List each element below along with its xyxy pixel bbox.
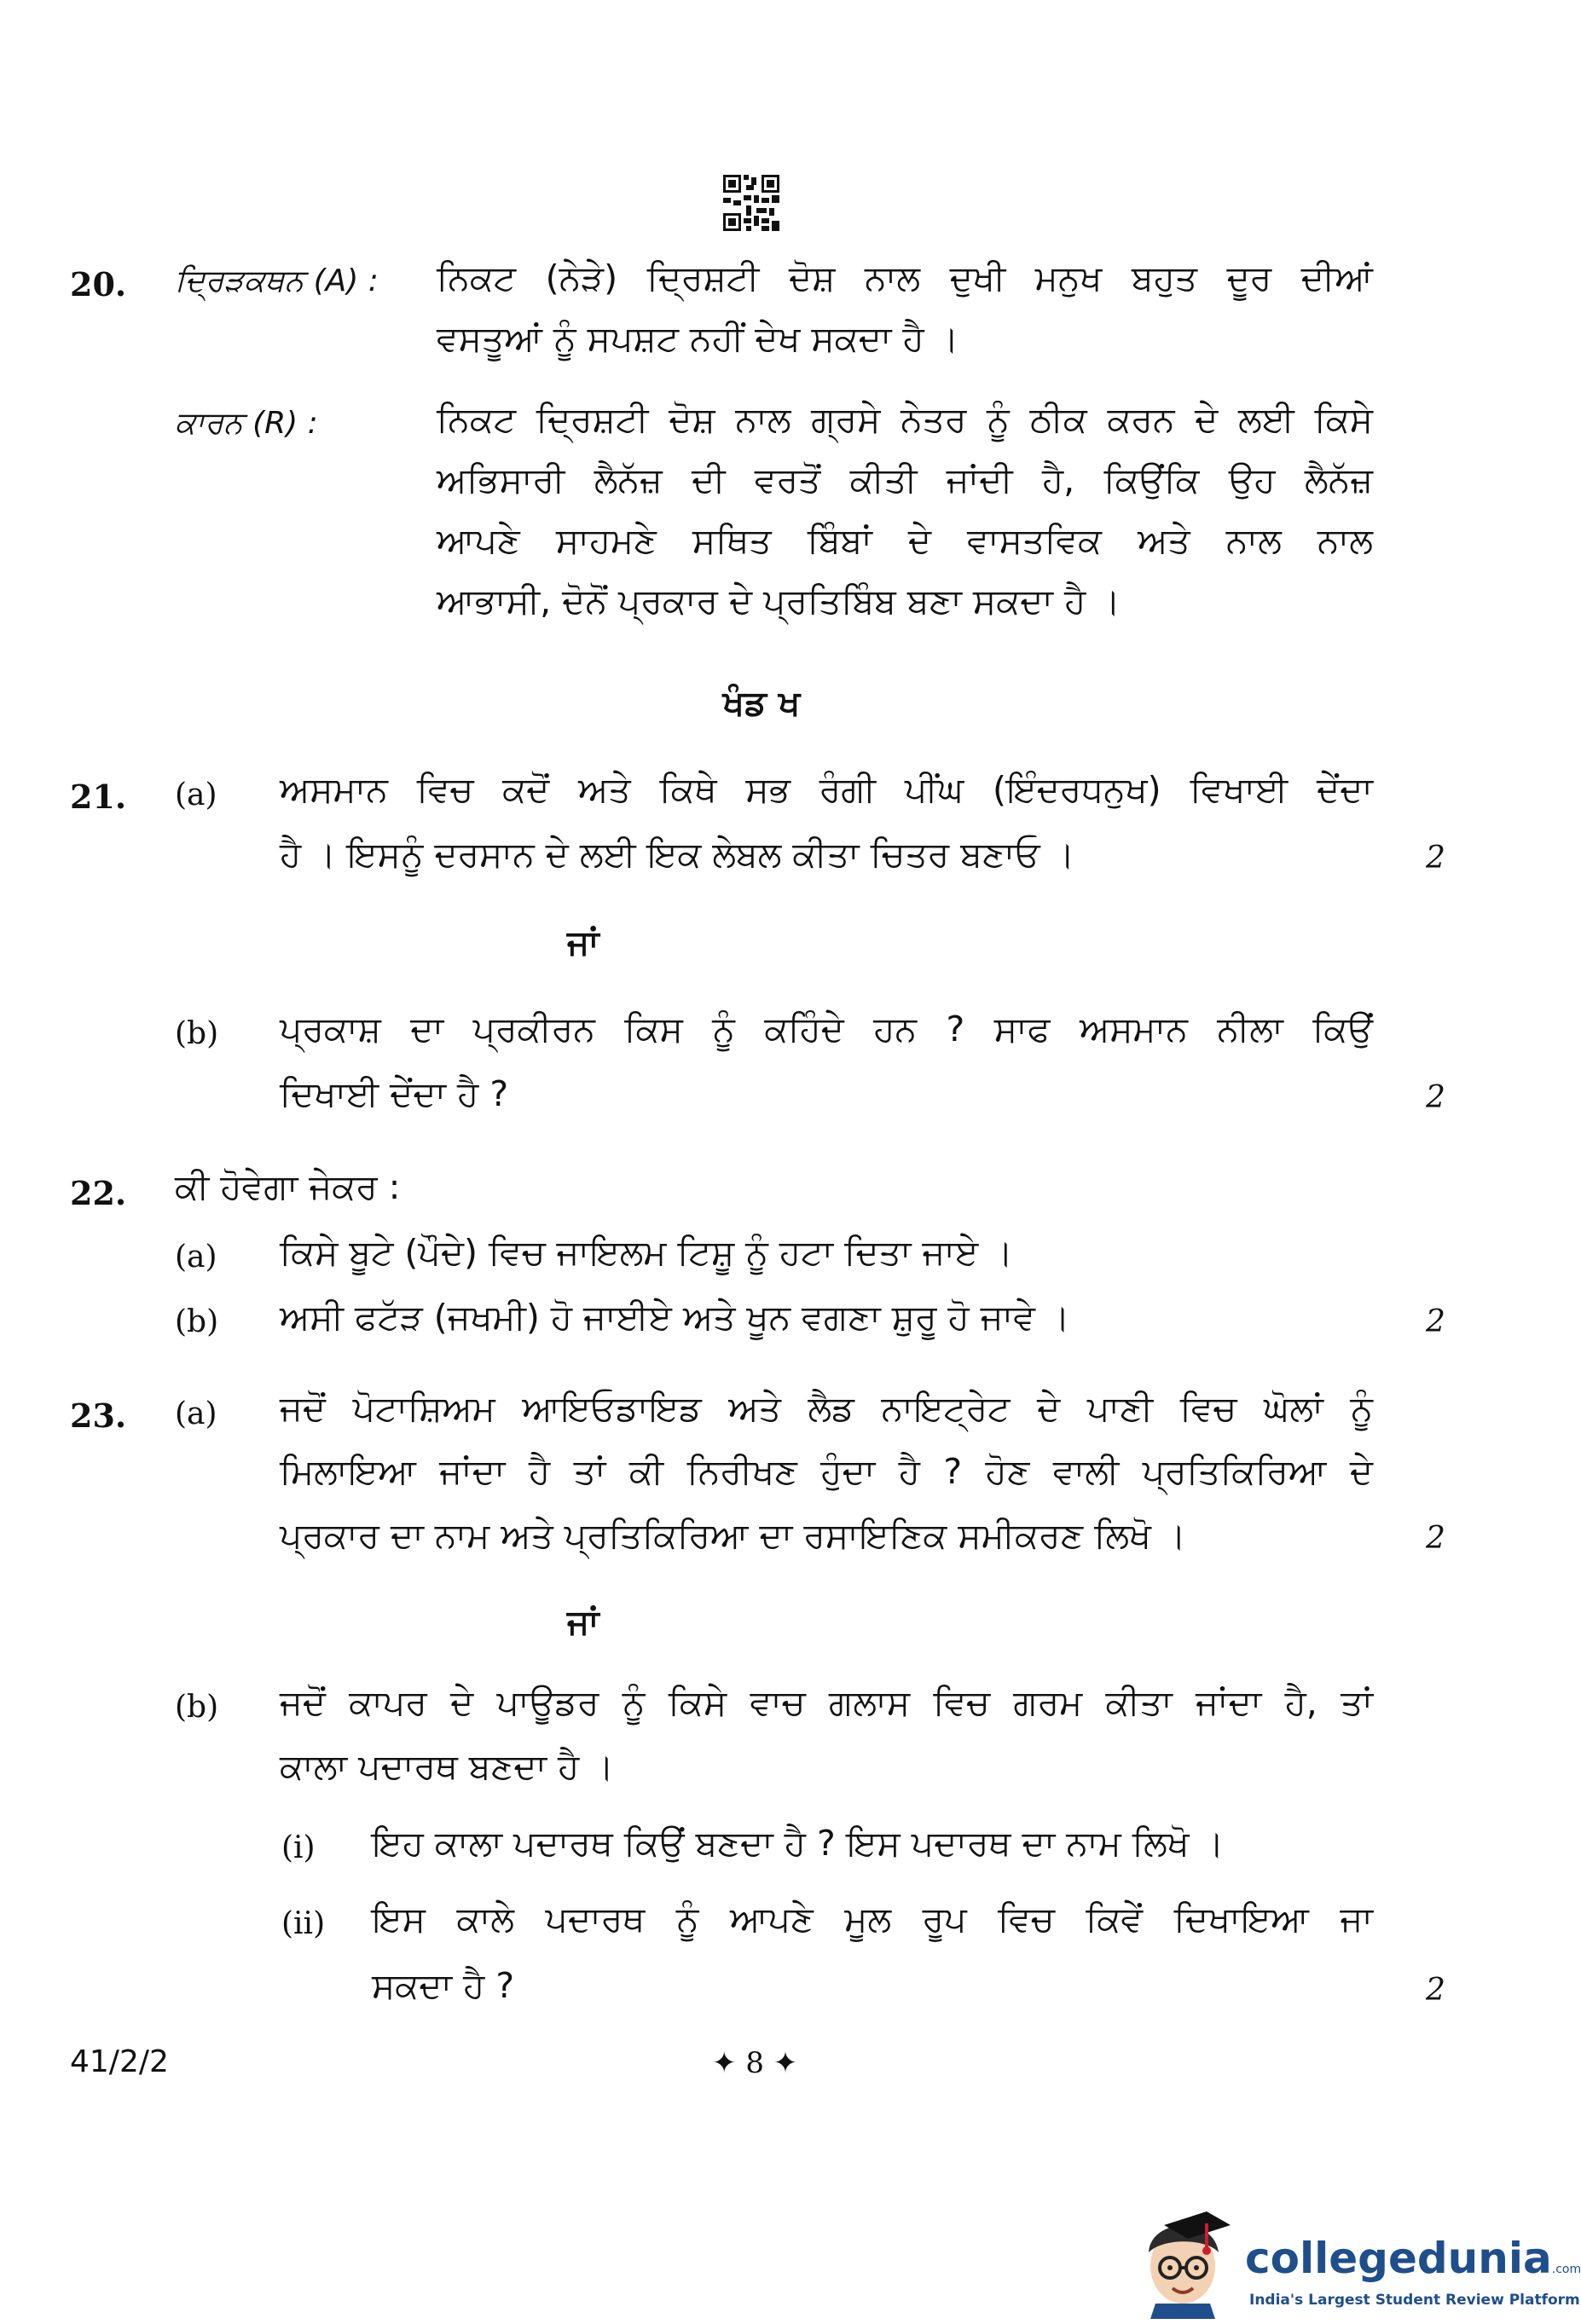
q21-a-label: (a) xyxy=(175,778,217,812)
question-number-23: 23. xyxy=(70,1396,127,1435)
section-heading: ਖੰਡ ਖ xyxy=(722,684,801,723)
page-ornament-right-icon: ✦ xyxy=(773,2046,798,2080)
q23-or: ਜਾਂ xyxy=(567,1603,599,1642)
q23-a-marks: 2 xyxy=(1426,1521,1445,1556)
question-number-22: 22. xyxy=(70,1174,127,1212)
reason-line-4: ਆਭਾਸੀ, ਦੋਨੋਂ ਪ੍ਰਕਾਰ ਦੇ ਪ੍ਰਤਿਬਿੰਬ ਬਣਾ ਸਕਦਾ ਹੈ । xyxy=(437,581,1121,621)
qr-code-graphic xyxy=(723,175,779,231)
q23-b-line-2: ਕਾਲਾ ਪਦਾਰਥ ਬਣਦਾ ਹੈ । xyxy=(280,1746,614,1787)
q21-a-marks: 2 xyxy=(1426,841,1445,876)
q21-b-label: (b) xyxy=(175,1016,219,1051)
assertion-line-1: ਨਿਕਟ (ਨੇੜੇ) ਦ੍ਰਿਸ਼ਟੀ ਦੋਸ਼ ਨਾਲ ਦੁਖੀ ਮਨੁਖ ਬਹੁਤ ਦੂਰ ਦੀਆਂ xyxy=(437,257,1373,298)
q23-i-label: (i) xyxy=(281,1830,316,1865)
collegedunia-watermark xyxy=(1130,2200,1581,2319)
q23-ii-line-2: ਸਕਦਾ ਹੈ ? xyxy=(372,1965,515,2006)
q23-i-text: ਇਹ ਕਾਲਾ ਪਦਾਰਥ ਕਿਉਂ ਬਣਦਾ ਹੈ ? ਇਸ ਪਦਾਰਥ ਦਾ ਨਾਮ ਲਿਖੋ । xyxy=(372,1823,1225,1864)
paper-code: 41/2/2 xyxy=(70,2044,169,2079)
q23-ii-line-1: ਇਸ ਕਾਲੇ ਪਦਾਰਥ ਨੂੰ ਆਪਣੇ ਮੂਲ ਰੂਪ ਵਿਚ ਕਿਵੇਂ ਦਿਖਾਇਆ ਜਾ xyxy=(372,1899,1373,1940)
q22-b-label: (b) xyxy=(175,1304,219,1339)
q23-a-label: (a) xyxy=(175,1396,217,1431)
assertion-label: ਦ੍ਰਿੜਕਥਨ (A) : xyxy=(175,263,379,298)
q23-b-line-1: ਜਦੋਂ ਕਾਪਰ ਦੇ ਪਾਊਡਰ ਨੂੰ ਕਿਸੇ ਵਾਚ ਗਲਾਸ ਵਿਚ ਗਰਮ ਕੀਤਾ ਜਾਂਦਾ ਹੈ, ਤਾਂ xyxy=(280,1682,1373,1723)
reason-label: ਕਾਰਨ (R) : xyxy=(175,406,318,441)
q23-ii-label: (ii) xyxy=(281,1906,326,1941)
q23-a-line-1: ਜਦੋਂ ਪੋਟਾਸ਼ਿਅਮ ਆਇਓਡਾਇਡ ਅਤੇ ਲੈਡ ਨਾਇਟ੍ਰੇਟ ਦੇ ਪਾਣੀ ਵਿਚ ਘੋਲਾਂ ਨੂੰ xyxy=(280,1388,1373,1429)
q21-b-marks: 2 xyxy=(1426,1080,1445,1115)
q21-b-line-1: ਪ੍ਰਕਾਸ਼ ਦਾ ਪ੍ਰਕੀਰਨ ਕਿਸ ਨੂੰ ਕਹਿੰਦੇ ਹਨ ? ਸਾਫ ਅਸਮਾਨ ਨੀਲਾ ਕਿਉਂ xyxy=(280,1009,1373,1049)
brand-suffix: .com xyxy=(1551,2263,1581,2276)
q23-a-line-2: ਮਿਲਾਇਆ ਜਾਂਦਾ ਹੈ ਤਾਂ ਕੀ ਨਿਰੀਖਣ ਹੁੰਦਾ ਹੈ ? ਹੋਣ ਵਾਲੀ ਪ੍ਰਤਿਕਿਰਿਆ ਦੇ xyxy=(280,1451,1373,1492)
q22-stem: ਕੀ ਹੋਵੇਗਾ ਜੇਕਰ : xyxy=(175,1166,401,1207)
page-number xyxy=(712,2046,797,2080)
page-number-value: 8 xyxy=(745,2046,764,2080)
assertion-line-2: ਵਸਤੂਆਂ ਨੂੰ ਸਪਸ਼ਟ ਨਹੀਂ ਦੇਖ ਸਕਦਾ ਹੈ । xyxy=(437,318,959,359)
qr-code xyxy=(723,175,779,231)
reason-line-1: ਨਿਕਟ ਦ੍ਰਿਸ਼ਟੀ ਦੋਸ਼ ਨਾਲ ਗ੍ਰਸੇ ਨੇਤਰ ਨੂੰ ਠੀਕ ਕਰਨ ਦੇ ਲਈ ਕਿਸੇ xyxy=(437,399,1373,440)
q23-b-marks: 2 xyxy=(1426,1973,1445,2008)
reason-line-2: ਅਭਿਸਾਰੀ ਲੈਨੱਜ਼ ਦੀ ਵਰਤੋਂ ਕੀਤੀ ਜਾਂਦੀ ਹੈ, ਕਿਉਂਕਿ ਉਹ ਲੈਨੱਜ਼ xyxy=(437,460,1373,500)
q23-b-label: (b) xyxy=(175,1690,219,1725)
brand-tagline: India's Largest Student Review Platform xyxy=(1249,2292,1580,2309)
q22-a-text: ਕਿਸੇ ਬੂਟੇ (ਪੌਦੇ) ਵਿਚ ਜਾਇਲਮ ਟਿਸ਼ੂ ਨੂੰ ਹਟਾ ਦਿਤਾ ਜਾਏ । xyxy=(280,1232,1013,1273)
brand-name: collegedunia xyxy=(1245,2234,1552,2283)
question-number-20: 20. xyxy=(70,265,127,304)
reason-line-3: ਆਪਣੇ ਸਾਹਮਣੇ ਸਥਿਤ ਬਿੰਬਾਂ ਦੇ ਵਾਸਤਵਿਕ ਅਤੇ ਨਾਲ ਨਾਲ xyxy=(437,520,1373,561)
mascot-icon xyxy=(1130,2200,1241,2319)
q23-a-line-3: ਪ੍ਰਕਾਰ ਦਾ ਨਾਮ ਅਤੇ ਪ੍ਰਤਿਕਿਰਿਆ ਦਾ ਰਸਾਇਣਿਕ ਸਮੀਕਰਣ ਲਿਖੋ । xyxy=(280,1515,1186,1556)
page-ornament-left-icon: ✦ xyxy=(712,2046,737,2080)
q21-b-line-2: ਦਿਖਾਈ ਦੇਂਦਾ ਹੈ ? xyxy=(280,1073,509,1114)
q22-marks: 2 xyxy=(1426,1304,1445,1339)
q21-a-line-2: ਹੈ । ਇਸਨੂੰ ਦਰਸਾਨ ਦੇ ਲਈ ਇਕ ਲੇਬਲ ਕੀਤਾ ਚਿਤਰ ਬਣਾਓ । xyxy=(280,834,1075,875)
question-number-21: 21. xyxy=(70,778,127,816)
q22-b-text: ਅਸੀ ਫਟੱੜ (ਜਖਮੀ) ਹੋ ਜਾਈਏ ਅਤੇ ਖੂਨ ਵਗਣਾ ਸ਼ੁਰੂ ਹੋ ਜਾਵੇ । xyxy=(280,1297,1070,1338)
q21-or: ਜਾਂ xyxy=(567,923,599,963)
q22-a-label: (a) xyxy=(175,1240,217,1275)
q21-a-line-1: ਅਸਮਾਨ ਵਿਚ ਕਦੋਂ ਅਤੇ ਕਿਥੇ ਸਭ ਰੰਗੀ ਪੀਂਘ (ਇੰਦਰਧਨੁਖ) ਵਿਖਾਈ ਦੇਂਦਾ xyxy=(280,769,1373,810)
